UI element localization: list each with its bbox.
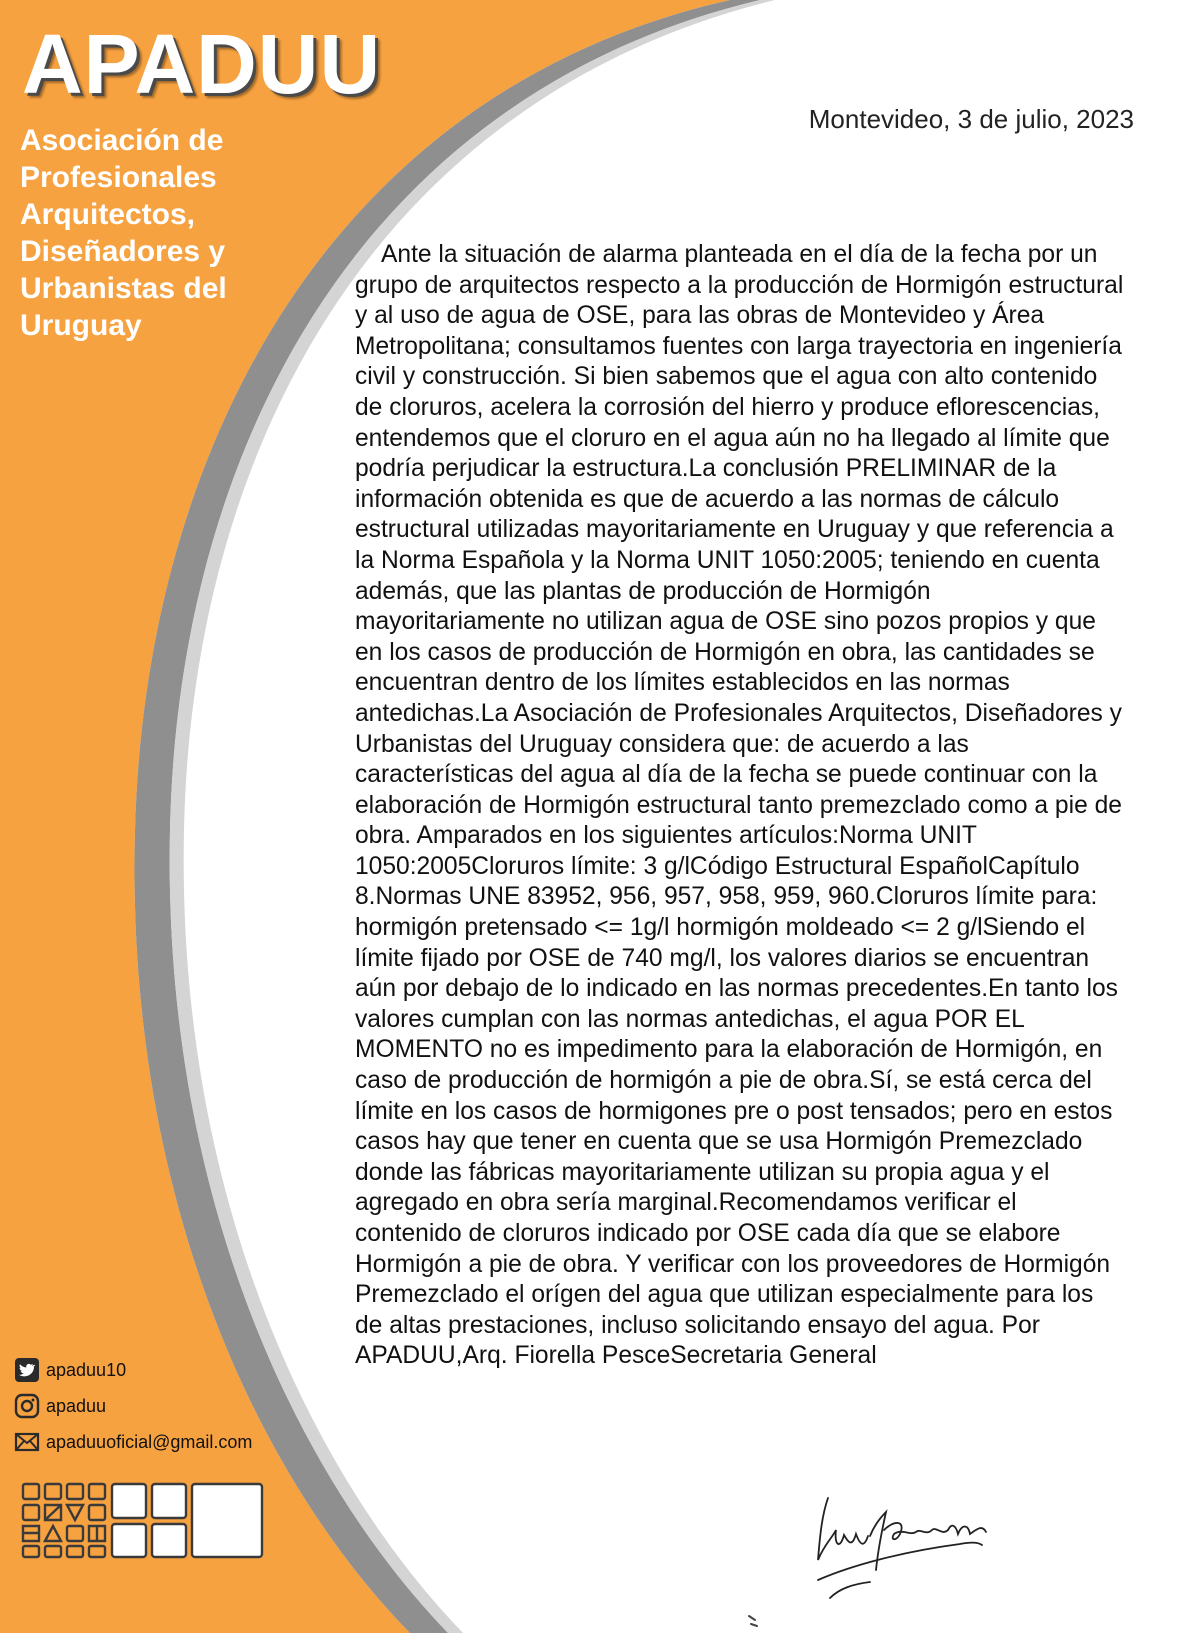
apaduu-logo-title: APADUU [22, 17, 382, 111]
twitter-contact[interactable] [14, 1352, 274, 1388]
handwritten-signature [810, 1490, 1000, 1600]
mail-icon [14, 1429, 40, 1455]
twitter-icon [14, 1357, 40, 1383]
letter-body: Ante la situación de alarma planteada en el día de la fecha por un grupo de arquitectos respecto a la producción de Hormigón estructural y al uso de agua de OSE, para las obras de Montevideo y Área Metropolitana; consultamos fuentes con larga trayectoria en ingeniería civil y construcción. Si bien sabemos que el agua con alto contenido de cloruros, acelera la corrosión del hierro y produce eflorescencias, entendemos que el cloruro en el agua aún no ha llegado al límite que podría perjudicar la estructura.La conclusión PRELIMINAR de la información obtenida es que de acuerdo a las normas de cálculo estructural utilizadas mayoritariamente en Uruguay y que referencia a la Norma Española y la Norma UNIT 1050:2005; teniendo en cuenta además, que las plantas de producción de Hormigón mayoritariamente no utilizan agua de OSE sino pozos propios y que en los casos de producción de Hormigón en obra, las cantidades se encuentran dentro de los límites establecidos en las normas antedichas.La Asociación de Profesionales Arquitectos, Diseñadores y Urbanistas del Uruguay considera que: de acuerdo a las características del agua al día de la fecha se puede continuar con la elaboración de Hormigón estructural tanto premezclado como a pie de obra. Amparados en los siguientes artículos:Norma UNIT 1050:2005Cloruros límite: 3 g/lCódigo Estructural EspañolCapítulo 8.Normas UNE 83952, 956, 957, 958, 959, 960.Cloruros límite para: hormigón pretensado <= 1g/l hormigón moldeado <= 2 g/lSiendo el límite fijado por OSE de 740 mg/l, los valores diarios se encuentran aún por debajo de lo indicado en las normas precedentes.En tanto los valores cumplan con las normas antedichas, el agua POR EL MOMENTO no es impedimento para la elaboración de Hormigón, en caso de producción de hormigón a pie de obra.Sí, se está cerca del límite en los casos de hormigones pre o post tensados; pero en estos casos hay que tener en cuenta que se usa Hormigón Premezclado donde las fábricas mayoritariamente utilizan su propia agua y el agregado en obra sería marginal.Recomendamos verificar el contenido de cloruros indicado por OSE cada día que se elabore Hormigón a pie de obra. Y verificar con los proveedores de Hormigón Premezclado el orígen del agua que utilizan especialmente para los de altas prestaciones, incluso solicitando ensayo del agua. Por APADUU,Arq. Fiorella PesceSecretaria General [355, 241, 1124, 1370]
email-address: apaduuoficial@gmail.com [46, 1431, 253, 1452]
organization-name [20, 122, 280, 344]
organization-line: Profesionales [20, 161, 217, 194]
instagram-contact[interactable] [14, 1388, 274, 1424]
grid-logo-icon [20, 1480, 265, 1560]
twitter-handle: apaduu10 [46, 1359, 127, 1380]
organization-line: Asociación de [20, 124, 224, 157]
instagram-icon [14, 1393, 40, 1419]
organization-line: Arquitectos, [20, 198, 196, 231]
contact-list [14, 1352, 274, 1460]
organization-line: Diseñadores y [20, 235, 226, 268]
instagram-handle: apaduu [46, 1395, 107, 1416]
ink-mark [745, 1610, 765, 1630]
email-contact[interactable] [14, 1424, 274, 1460]
organization-line: Uruguay [20, 309, 142, 342]
organization-line: Urbanistas del [20, 272, 227, 305]
letter-date: Montevideo, 3 de julio, 2023 [808, 104, 1134, 134]
